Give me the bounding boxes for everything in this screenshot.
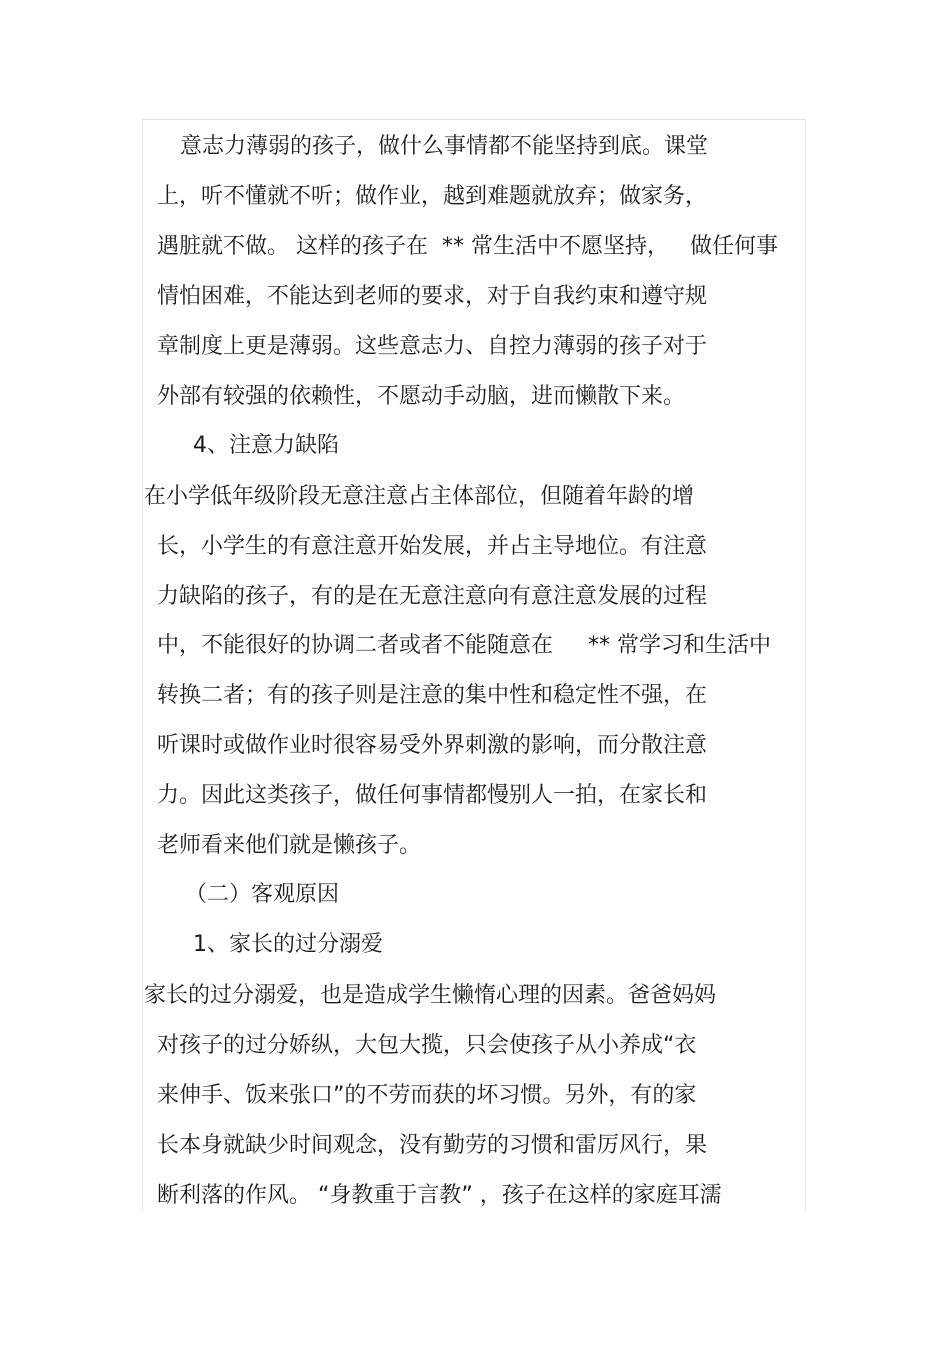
text-line-11: 中，不能很好的协调二者或者不能随意在 ** 常学习和生活中 bbox=[157, 633, 771, 658]
text-line-20: 来伸手、饭来张口”的不劳而获的坏习惯。另外，有的家 bbox=[157, 1083, 697, 1108]
text-line-10: 力缺陷的孩子，有的是在无意注意向有意注意发展的过程 bbox=[157, 584, 708, 609]
text-line-18: 家长的过分溺爱，也是造成学生懒惰心理的因素。爸爸妈妈 bbox=[144, 983, 717, 1008]
text-line-6: 外部有较强的依赖性，不愿动手动脑，进而懒散下来。 bbox=[157, 384, 686, 409]
text-line-1: 意志力薄弱的孩子，做什么事情都不能坚持到底。课堂 bbox=[180, 134, 709, 159]
text-line-13: 听课时或做作业时很容易受外界刺激的影响，而分散注意 bbox=[157, 733, 708, 758]
section-heading-attention-deficit: 4、注意力缺陷 bbox=[193, 433, 339, 458]
text-line-15: 老师看来他们就是懒孩子。 bbox=[157, 833, 422, 858]
text-line-4: 情怕困难，不能达到老师的要求，对于自我约束和遵守规 bbox=[157, 284, 708, 309]
text-line-19: 对孩子的过分娇纵，大包大揽，只会使孩子从小养成“衣 bbox=[157, 1033, 697, 1058]
section-heading-objective-causes: （二）客观原因 bbox=[185, 882, 340, 907]
text-line-5: 章制度上更是薄弱。这些意志力、自控力薄弱的孩子对于 bbox=[157, 334, 708, 359]
text-line-3: 遇脏就不做。 这样的孩子在 ** 常生活中不愿坚持， 做任何事 bbox=[157, 234, 778, 259]
text-line-2: 上，听不懂就不听；做作业，越到难题就放弃；做家务， bbox=[157, 184, 708, 209]
text-line-12: 转换二者；有的孩子则是注意的集中性和稳定性不强，在 bbox=[157, 683, 708, 708]
text-line-14: 力。因此这类孩子，做任何事情都慢别人一拍，在家长和 bbox=[157, 783, 708, 808]
text-line-9: 长，小学生的有意注意开始发展，并占主导地位。有注意 bbox=[157, 534, 708, 559]
text-line-21: 长本身就缺少时间观念，没有勤劳的习惯和雷厉风行，果 bbox=[157, 1133, 708, 1158]
text-line-22: 断利落的作风。 “身教重于言教” ，孩子在这样的家庭耳濡 bbox=[157, 1183, 722, 1208]
section-heading-parental-spoiling: 1、家长的过分溺爱 bbox=[193, 932, 383, 957]
text-line-8: 在小学低年级阶段无意注意占主体部位，但随着年龄的增 bbox=[144, 484, 695, 509]
